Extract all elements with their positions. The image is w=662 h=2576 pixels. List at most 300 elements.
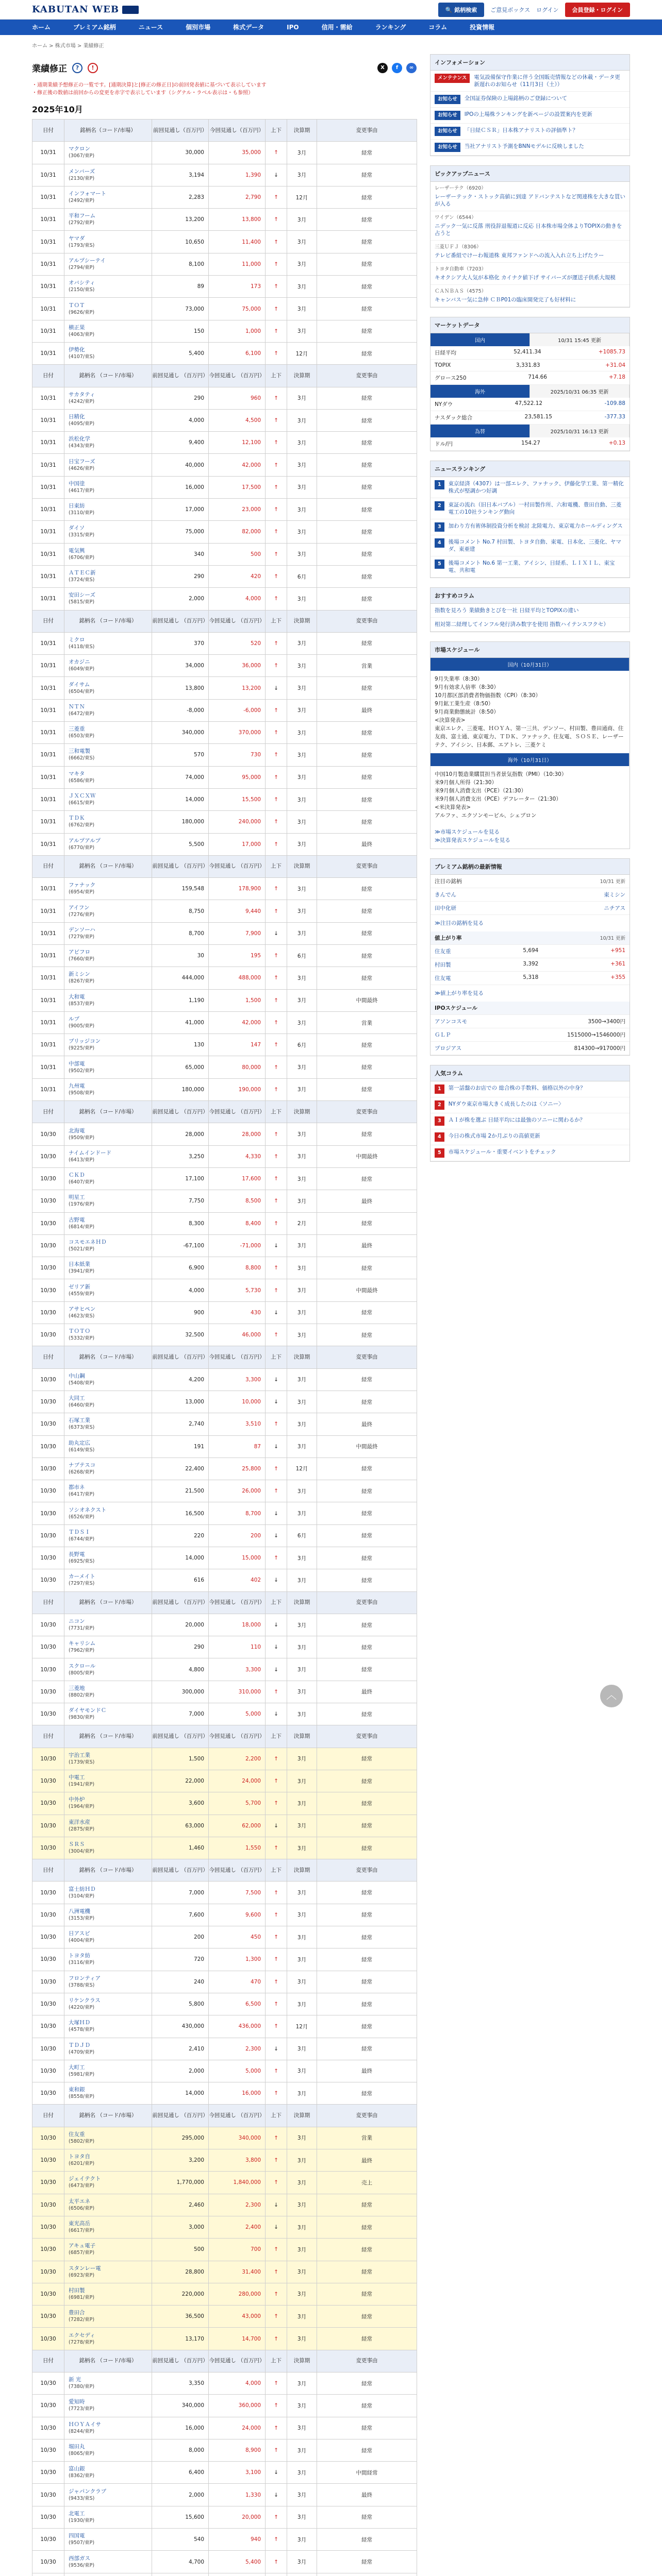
rank-stock[interactable]: 住友重: [435, 948, 451, 955]
rank-stock[interactable]: 村田製: [435, 962, 451, 968]
schedule-overseas-date[interactable]: 海外（10月31日）: [431, 753, 630, 766]
cell-period: 3月: [287, 2417, 317, 2439]
stock-link[interactable]: ＴＯＴＯ: [69, 1328, 90, 1335]
earnings-schedule-link[interactable]: ≫決算発表スケジュールを見る: [435, 837, 510, 843]
cell-prev: 16,500: [152, 1502, 209, 1524]
stock-link[interactable]: エクセディ: [69, 2332, 95, 2338]
cell-prev: 65,000: [152, 1056, 209, 1078]
site-logo[interactable]: KABUTAN WEB: [32, 4, 120, 15]
rank-number: 2: [435, 501, 444, 511]
stock-link[interactable]: 浜松化学: [69, 436, 90, 443]
recommend-link[interactable]: 相対第二経理してインフル発行済み数字を使用 指数ハイテンスフクセ）: [435, 621, 609, 628]
pickup-item[interactable]: [431, 211, 630, 241]
table-row: [32, 1770, 417, 1792]
stock-link[interactable]: 新ミシン: [69, 971, 90, 978]
stock-link[interactable]: スクロール: [69, 1663, 96, 1669]
nav-column[interactable]: コラム: [428, 24, 448, 31]
table-row: [32, 432, 417, 454]
stock-link[interactable]: ナブテスコ: [69, 1462, 96, 1468]
table-row: [32, 1212, 417, 1234]
ipo-row[interactable]: [431, 1042, 630, 1055]
market-tab-domestic[interactable]: 国内: [431, 333, 530, 346]
popular-column-item[interactable]: [431, 1081, 630, 1097]
stock-code: (6373/東S): [69, 1425, 95, 1431]
cell-stock: [64, 1882, 152, 1904]
table-row: [32, 1257, 417, 1279]
stock-link[interactable]: 堀田丸: [69, 2444, 85, 2450]
stock-link[interactable]: アビフロ: [69, 949, 90, 956]
stock-link[interactable]: キャリシム: [69, 1640, 96, 1647]
stock-link[interactable]: ミクロ: [69, 636, 85, 643]
ranking-item[interactable]: [431, 556, 630, 578]
popular-column-item[interactable]: [431, 1129, 630, 1145]
stock-link[interactable]: カーメイト: [69, 1573, 95, 1580]
cell-stock: [64, 1234, 152, 1257]
stock-code: (6503/東P): [69, 733, 95, 739]
stock-link[interactable]: 村田製: [69, 2287, 85, 2294]
table-row: [32, 209, 417, 231]
stock-link[interactable]: 日東紡: [69, 503, 85, 510]
market-row[interactable]: [431, 411, 630, 425]
stock-link[interactable]: 新 光: [69, 2377, 81, 2383]
stock-link[interactable]: 豊田合: [69, 2310, 85, 2316]
stock-link[interactable]: ジェイテクト: [69, 2176, 101, 2182]
stock-link[interactable]: ヤマダ: [69, 235, 85, 242]
stock-link[interactable]: トヨタ自: [69, 2154, 90, 2160]
pickup-item[interactable]: [431, 263, 630, 285]
stock-link[interactable]: ブリッジコン: [69, 1038, 101, 1045]
ipo-stock[interactable]: アソンコスモ: [435, 1019, 467, 1025]
cell-reason: 経常: [317, 186, 417, 208]
stock-link[interactable]: マクロン: [69, 146, 90, 152]
repeat-header-cell: 今回見通し （百万円）: [209, 1859, 266, 1882]
stock-link[interactable]: ＴＤＫ: [69, 815, 85, 822]
table-row: [32, 2216, 417, 2238]
stock-link[interactable]: 中外炉: [69, 1797, 85, 1803]
market-row[interactable]: [431, 398, 630, 411]
premium-stock[interactable]: ニチアス: [604, 905, 625, 911]
recommend-link[interactable]: 指数を見ろう 業績動きとびを一社 日経平均とTOPIXの違い: [435, 607, 579, 614]
pickup-link[interactable]: キオクシア大人気が本格化 カイナク値下げ サイバーズが運送子供系大規模: [435, 275, 616, 281]
stock-link[interactable]: アルプシーテイ: [69, 257, 106, 264]
cell-curr: 8,500: [209, 1190, 266, 1212]
popular-column-item[interactable]: [431, 1097, 630, 1113]
info-item[interactable]: [431, 71, 630, 92]
info-link[interactable]: IPOの上場株ランキングを新ページの設置案内を更新: [464, 111, 592, 117]
stock-link[interactable]: ＮＴＮ: [69, 703, 85, 710]
stock-code: (8558/東P): [69, 2094, 95, 2100]
stock-link[interactable]: 大町工: [69, 2064, 85, 2071]
ranking-link[interactable]: 加わり方有術体制投資分析を検討 北陸電力、東京電力ホールディングス: [448, 523, 623, 529]
cell-date: 10/30: [32, 2462, 64, 2484]
cell-curr: 15,500: [209, 788, 266, 810]
stock-link[interactable]: ダイサム: [69, 681, 90, 688]
stock-link[interactable]: リケンクラス: [69, 1997, 101, 2004]
ipo-row[interactable]: [431, 1028, 630, 1042]
arrow-down-icon: ↓: [266, 2038, 287, 2060]
premium-stock[interactable]: きんでん: [435, 892, 456, 898]
popular-column-link[interactable]: ＡＩが株を選ぶ 日経平均には最強のソニーに関わるか？: [448, 1117, 586, 1123]
table-repeat-header-row: [32, 855, 417, 877]
login-link[interactable]: ログイン: [536, 6, 559, 13]
stock-link[interactable]: 宇治工業: [69, 1752, 90, 1758]
stock-link[interactable]: 古野電: [69, 1216, 85, 1223]
cell-prev: 5,800: [152, 1993, 209, 2015]
repeat-header-cell: 前回見通し （百万円）: [152, 1859, 209, 1882]
stock-link[interactable]: スタンレー電: [69, 2265, 101, 2272]
stock-link[interactable]: ＴＯＴ: [69, 302, 85, 309]
stock-link[interactable]: ダイヤモンドＣ: [69, 1707, 107, 1714]
stock-link[interactable]: オカジニ: [69, 659, 90, 666]
stock-link[interactable]: 都市ネ: [69, 1484, 85, 1491]
ipo-price: 1515000→1546000円: [567, 1032, 625, 1038]
stock-link[interactable]: 助丸定広: [69, 1439, 90, 1446]
stock-link[interactable]: ニコン: [69, 1618, 85, 1625]
cell-stock: [64, 2306, 152, 2328]
stock-link[interactable]: 日宝フーズ: [69, 458, 95, 465]
market-row[interactable]: [431, 346, 630, 360]
cell-prev: 180,000: [152, 1078, 209, 1100]
repeat-header-cell: 前回見通し （百万円）: [152, 1346, 209, 1368]
rank-row[interactable]: [431, 972, 630, 985]
stock-link[interactable]: 住友重: [69, 2131, 85, 2138]
stock-link[interactable]: 大和電: [69, 993, 85, 1000]
table-row: [32, 1145, 417, 1167]
global-nav: [0, 20, 662, 35]
stock-link[interactable]: 四国電: [69, 2533, 85, 2539]
stock-link[interactable]: 北海電: [69, 1127, 85, 1134]
repeat-header-cell: 日付: [32, 1101, 64, 1123]
pickup-heading: ピックアップニュース: [431, 166, 630, 182]
cell-prev: 34,000: [152, 655, 209, 677]
table-row: [32, 1882, 417, 1904]
stock-link[interactable]: 石塚工業: [69, 1417, 90, 1424]
nav-credit[interactable]: 信用・需給: [321, 24, 353, 31]
info-box: [430, 54, 630, 156]
cell-date: 10/30: [32, 1815, 64, 1837]
stock-link[interactable]: 日精化: [69, 414, 85, 420]
cell-curr: 8,700: [209, 1502, 266, 1524]
stock-link[interactable]: アサヒペン: [69, 1306, 96, 1312]
popular-column-link[interactable]: 市場スケジュール・重要イベントをチェック: [448, 1149, 556, 1155]
pickup-item[interactable]: [431, 285, 630, 307]
cell-stock: [64, 1748, 152, 1770]
arrow-up-icon: ↑: [266, 2506, 287, 2528]
stock-link[interactable]: オバシティ: [69, 280, 95, 286]
stock-link[interactable]: 北電工: [69, 2510, 85, 2517]
stock-link[interactable]: サカタティ: [69, 391, 95, 398]
recommend-box: [430, 587, 630, 632]
stock-link[interactable]: アイフン: [69, 904, 90, 911]
stock-link[interactable]: 西部ガス: [69, 2555, 90, 2562]
cell-stock: [64, 944, 152, 967]
stock-search-button[interactable]: 🔍 銘柄検索: [438, 3, 485, 17]
cell-period: 3月: [287, 164, 317, 186]
stock-link[interactable]: インフォマート: [69, 191, 106, 197]
stock-link[interactable]: ジャパンクラブ: [69, 2488, 107, 2495]
cell-date: 10/31: [32, 432, 64, 454]
table-header-row: [32, 120, 417, 142]
nav-ranking[interactable]: ランキング: [375, 24, 406, 31]
table-row: [32, 1324, 417, 1346]
stock-link[interactable]: コスモエネＨＤ: [69, 1239, 107, 1245]
market-tab-overseas[interactable]: 海外: [431, 385, 530, 398]
stock-link[interactable]: 東和銀: [69, 2087, 85, 2093]
stock-link[interactable]: 大塚ＨＤ: [69, 2020, 90, 2026]
premium-stock[interactable]: 東ミシン: [604, 892, 625, 898]
stock-link[interactable]: 平和フーム: [69, 213, 96, 219]
stock-link[interactable]: ＪＸＣＸＷ: [69, 793, 96, 800]
stock-link[interactable]: 富士紡ＨＤ: [69, 1886, 96, 1892]
stock-link[interactable]: ゼリア新: [69, 1283, 90, 1290]
recommend-item[interactable]: [431, 618, 630, 632]
cell-reason: 経常: [317, 1301, 417, 1324]
cell-date: 10/30: [32, 2127, 64, 2149]
cell-period: 12月: [287, 186, 317, 208]
stock-link[interactable]: マキタ: [69, 770, 85, 777]
cell-curr: 31,400: [209, 2261, 266, 2283]
signup-button[interactable]: 会員登録・ログイン: [565, 3, 630, 17]
stock-link[interactable]: 中国塗: [69, 480, 85, 487]
cell-stock: [64, 2372, 152, 2394]
premium-stock[interactable]: 田中化研: [435, 905, 456, 911]
stock-link[interactable]: ＡＴＥＣ新: [69, 570, 96, 577]
cell-period: 3月: [287, 543, 317, 565]
cell-period: 3月: [287, 2060, 317, 2082]
repeat-header-cell: 今回見通し （百万円）: [209, 1725, 266, 1748]
popular-column-link[interactable]: 今日の株式市場 2か月ぶりの高値更新: [448, 1133, 540, 1139]
nav-info[interactable]: 投資情報: [470, 24, 495, 31]
cell-stock: [64, 387, 152, 409]
stock-link[interactable]: 電気興: [69, 547, 85, 554]
stock-link[interactable]: ナイムインドード: [69, 1149, 112, 1156]
ranking-item[interactable]: [431, 519, 630, 535]
rank-row[interactable]: [431, 945, 630, 958]
link-share-icon[interactable]: ∞: [406, 63, 417, 73]
rank-stock[interactable]: 住友電: [435, 975, 451, 981]
facebook-share-icon[interactable]: f: [392, 63, 402, 73]
arrow-up-icon: ↑: [266, 142, 287, 164]
stock-link[interactable]: 長野電: [69, 1551, 85, 1558]
market-row[interactable]: [431, 437, 630, 451]
x-share-icon[interactable]: X: [377, 63, 388, 73]
ranking-link[interactable]: 東証の流れ（旧日本バブル）一村田製作所、六和電機、豊田自動、三菱電工の10社ランキング動向: [448, 502, 622, 515]
pickup-item[interactable]: [431, 241, 630, 263]
pickup-link[interactable]: レーザーテック・ストック高値に到達 アドバンテストなど関連株を大きな買いが入る: [435, 194, 625, 207]
cell-stock: [64, 2529, 152, 2551]
premium-tab[interactable]: 注目の銘柄: [435, 878, 462, 885]
stock-link[interactable]: ダイソ: [69, 525, 85, 532]
cell-date: 10/31: [32, 320, 64, 342]
ipo-stock[interactable]: プロジアス: [435, 1045, 462, 1052]
stock-link[interactable]: ファナック: [69, 882, 96, 889]
market-row[interactable]: [431, 360, 630, 371]
cell-stock: [64, 722, 152, 744]
arrow-up-icon: ↑: [266, 1458, 287, 1480]
ranking-item[interactable]: [431, 535, 630, 556]
cell-reason: 中間最終: [317, 989, 417, 1011]
info-link[interactable]: 当社アナリスト予測をBNNモデルに反映しました: [464, 143, 584, 149]
stock-link[interactable]: ＴＤＪＤ: [69, 2042, 90, 2048]
cell-stock: [64, 276, 152, 298]
arrow-down-icon: ↓: [266, 1435, 287, 1458]
stock-link[interactable]: ＨＯＹＡイサ: [69, 2421, 101, 2428]
cell-period: 3月: [287, 1011, 317, 1033]
info-item[interactable]: [431, 108, 630, 124]
stock-link[interactable]: 九州電: [69, 1082, 85, 1089]
rank-link[interactable]: ≫値上がり率を見る: [435, 990, 484, 996]
alert-icon[interactable]: !: [88, 63, 98, 73]
page-top-button[interactable]: ︿: [600, 1685, 623, 1707]
stock-link[interactable]: 横正果: [69, 324, 85, 331]
stock-link[interactable]: ソシオネクスト: [69, 1506, 107, 1513]
cell-period: 3月: [287, 1413, 317, 1435]
ranking-link[interactable]: 東京経済（4307）は一部エレク、ファナック、伊藤化学工業、第一精化株式が堅調かつ好調: [448, 481, 624, 494]
cell-prev: 20,000: [152, 1614, 209, 1636]
cell-date: [32, 2573, 64, 2576]
stock-link[interactable]: 大同工: [69, 1395, 85, 1402]
info-link[interactable]: 全国証券保険の上場銘柄のご登録について: [464, 95, 568, 101]
ranking-link[interactable]: 後場コメント No.6 第一工業、アイシン、日経系、ＬＩＸＩＬ、東宝電、共和電: [448, 560, 615, 573]
nav-market[interactable]: 個別市場: [186, 24, 211, 31]
info-item[interactable]: [431, 92, 630, 108]
stock-link[interactable]: 東洋水産: [69, 1819, 90, 1825]
help-icon[interactable]: ?: [72, 63, 82, 73]
popular-column-item[interactable]: [431, 1145, 630, 1161]
stock-link[interactable]: 明星工: [69, 1194, 85, 1201]
stock-link[interactable]: アルプアルプ: [69, 837, 101, 844]
cell-date: 10/31: [32, 744, 64, 766]
ranking-item[interactable]: [431, 498, 630, 519]
arrow-up-icon: ↑: [266, 833, 287, 855]
stock-link[interactable]: フロンティア: [69, 1975, 101, 1981]
arrow-down-icon: ↓: [266, 2216, 287, 2238]
rank-row[interactable]: [431, 958, 630, 972]
page-title: 業績修正: [32, 64, 67, 74]
stock-code: (8802/東P): [69, 1692, 95, 1698]
stock-link[interactable]: ＴＤＳＩ: [69, 1529, 90, 1535]
stock-link[interactable]: アキュ電子: [69, 2243, 96, 2249]
table-repeat-header-row: [32, 2105, 417, 2127]
table-repeat-header-row: [32, 1101, 417, 1123]
stock-link[interactable]: 三菱地: [69, 1685, 85, 1691]
pickup-link[interactable]: ニデック一気に反落 刑役辞退報道に反応 日本株市場全体よりTOPIXの動きを占うと: [435, 223, 622, 236]
feedback-link[interactable]: ご意見ボックス: [490, 6, 531, 13]
premium-link[interactable]: ≫注目の銘柄を見る: [435, 920, 484, 926]
table-row: [32, 1993, 417, 2015]
stock-link[interactable]: 愛知時: [69, 2399, 85, 2405]
stock-link[interactable]: デンソーハ: [69, 926, 95, 933]
popular-column-link[interactable]: NYダウ東京市場大きく成長したのは〈ソニー〉: [448, 1101, 564, 1107]
cell-prev: 10,650: [152, 231, 209, 253]
cell-period: 3月: [287, 1123, 317, 1145]
info-item[interactable]: [431, 124, 630, 140]
cell-period: 3月: [287, 699, 317, 721]
stock-code: (1793/東S): [69, 242, 95, 248]
stock-link[interactable]: 三和電製: [69, 748, 90, 755]
cell-period: 3月: [287, 2306, 317, 2328]
repeat-header-cell: 銘柄名 （コード/市場）: [64, 2350, 152, 2372]
stock-link[interactable]: 八洲電機: [69, 1908, 90, 1914]
repeat-header-cell: 決算期: [287, 365, 317, 387]
stock-link[interactable]: ＳＲＳ: [69, 1841, 85, 1848]
stock-link[interactable]: 伊勢化: [69, 347, 85, 353]
cell-curr: 17,500: [209, 476, 266, 498]
pickup-link[interactable]: テレビ番組でけーわ報道株 東邦ファンドへの流入入れ立ち上げたラー: [435, 252, 604, 259]
table-row: [32, 2127, 417, 2149]
repeat-header-cell: 前回見通し （百万円）: [152, 1591, 209, 1614]
table-row: [32, 2506, 417, 2528]
arrow-down-icon: ↓: [266, 677, 287, 699]
cell-date: 10/30: [32, 1569, 64, 1591]
cell-prev: 75,000: [152, 521, 209, 543]
stock-link[interactable]: ＣＫＤ: [69, 1172, 85, 1179]
stock-link[interactable]: トヨタ紡: [69, 1953, 90, 1959]
ipo-stock[interactable]: ＧＬＰ: [435, 1032, 451, 1038]
arrow-up-icon: ↑: [266, 1123, 287, 1145]
stock-link[interactable]: 富山銀: [69, 2466, 85, 2472]
cell-stock: [64, 922, 152, 944]
market-tab-fx[interactable]: 為替: [431, 425, 530, 437]
cell-curr: 95,000: [209, 766, 266, 788]
info-link[interactable]: 「日経ＣＳＲ」日本株アナリストの評価準ト？: [464, 127, 578, 133]
nav-premium[interactable]: プレミアム銘柄: [73, 24, 116, 31]
stock-link[interactable]: 中電工: [69, 1774, 85, 1781]
arrow-down-icon: ↓: [266, 2484, 287, 2506]
ipo-row[interactable]: [431, 1015, 630, 1028]
nav-ipo[interactable]: IPO: [287, 24, 299, 31]
cell-period: 3月: [287, 967, 317, 989]
stock-link[interactable]: 日本紙業: [69, 1261, 90, 1268]
pickup-item[interactable]: [431, 182, 630, 211]
stock-link[interactable]: 中山鋼: [69, 1372, 85, 1379]
pickup-link[interactable]: キャンバス一気に急伸 ＣＢP01の臨床開発完了も好材料に: [435, 297, 576, 303]
popular-column-link[interactable]: 第一話盤のお店での 総合株の手数料、価格以外の中身？: [448, 1085, 586, 1091]
cell-date: 10/31: [32, 186, 64, 208]
rank-updated: 10/31 更新: [600, 936, 625, 941]
stock-link[interactable]: ルブ: [69, 1016, 79, 1023]
stock-link[interactable]: 太平エネ: [69, 2198, 90, 2205]
nav-home[interactable]: ホーム: [32, 24, 51, 31]
cell-curr: 488,000: [209, 967, 266, 989]
cell-stock: [64, 2439, 152, 2461]
nav-stock-data[interactable]: 株式データ: [233, 24, 264, 31]
ranking-link[interactable]: 後場コメント No.7 村田製、トヨタ自動、東電、日本化、三菱化、ヤマダ、東亜建: [448, 539, 621, 552]
cell-prev: 3,600: [152, 1792, 209, 1815]
stock-link[interactable]: 日アスピ: [69, 1930, 90, 1937]
cell-period: 3月: [287, 387, 317, 409]
stock-link[interactable]: 中部電: [69, 1060, 85, 1067]
arrow-up-icon: ↑: [266, 1748, 287, 1770]
recommend-item[interactable]: [431, 604, 630, 618]
table-row: [32, 565, 417, 587]
market-row[interactable]: [431, 371, 630, 385]
schedule-domestic-date[interactable]: 国内（10月31日）: [431, 658, 630, 671]
popular-column-item[interactable]: [431, 1113, 630, 1129]
stock-link[interactable]: 三菱重: [69, 726, 85, 733]
cell-stock: [64, 1837, 152, 1859]
schedule-link[interactable]: ≫市場スケジュールを見る: [435, 829, 500, 835]
nav-news[interactable]: ニュース: [138, 24, 163, 31]
stock-link[interactable]: 安田シーズ: [69, 592, 95, 599]
cell-curr: 520: [209, 632, 266, 654]
stock-link[interactable]: メンバーズ: [69, 168, 95, 175]
info-link[interactable]: 電気設備保守作業に伴う全国販売情報などの休載・データ更新遅れのお知らせ（11月3日（土））: [474, 74, 620, 88]
stock-link[interactable]: 東光高岳: [69, 2221, 90, 2227]
info-item[interactable]: [431, 140, 630, 156]
ranking-item[interactable]: [431, 477, 630, 498]
cell-prev: 370: [152, 632, 209, 654]
